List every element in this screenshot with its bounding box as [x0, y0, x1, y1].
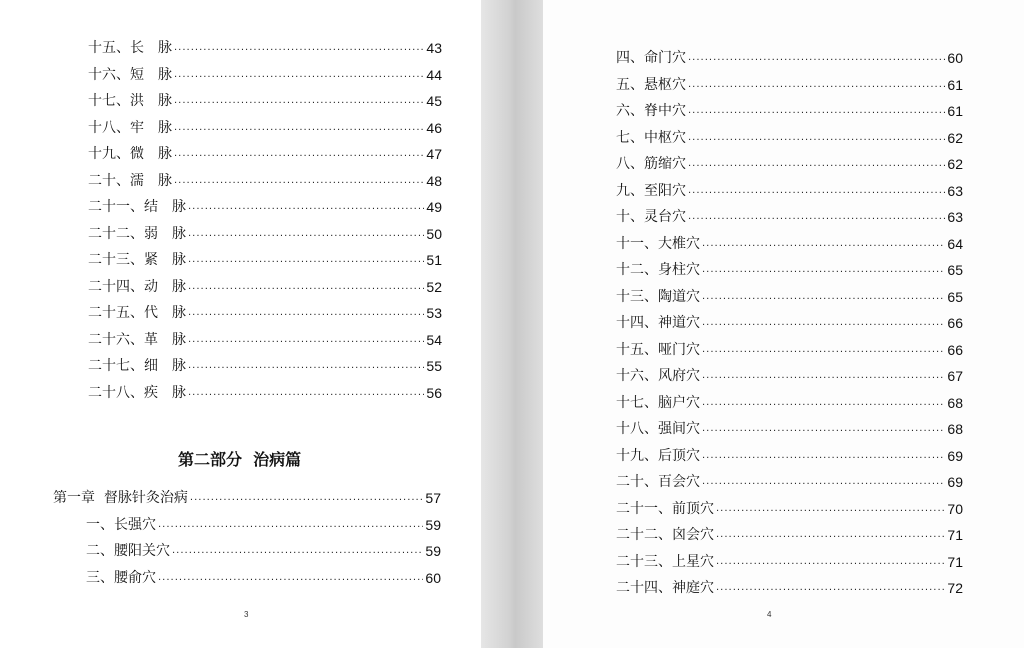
toc-entry — [616, 362, 963, 384]
toc-entry-label: 十八、强间穴 — [616, 421, 700, 437]
toc-entry — [88, 167, 442, 189]
toc-entry-page-number: 60 — [947, 50, 963, 66]
toc-entry-page-number: 49 — [426, 199, 442, 215]
toc-entry-label: 二十一、前顶穴 — [616, 500, 714, 517]
toc-dot-leader — [716, 583, 945, 593]
toc-entry-label: 五、悬枢穴 — [616, 76, 686, 93]
toc-entry-label: 八、筋缩穴 — [616, 156, 686, 172]
toc-entry — [88, 61, 442, 83]
toc-entry — [88, 87, 442, 109]
toc-entry-label: 二十六、革 脉 — [88, 331, 186, 348]
toc-dot-leader — [190, 493, 424, 503]
toc-entry-label: 十九、微 脉 — [88, 146, 172, 162]
toc-dot-leader — [174, 70, 424, 80]
toc-entry-label: 三、腰俞穴 — [86, 569, 156, 586]
toc-dot-leader — [702, 477, 945, 487]
toc-entry-label: 二十八、疾 脉 — [88, 384, 186, 401]
toc-entry-label: 十六、短 脉 — [88, 66, 172, 83]
toc-dot-leader — [702, 371, 945, 381]
toc-entry-page-number: 57 — [425, 490, 441, 506]
toc-entry-label: 十五、长 脉 — [88, 40, 172, 56]
toc-entry — [88, 326, 442, 348]
toc-entry-label: 四、命门穴 — [616, 50, 686, 66]
toc-entry-page-number: 70 — [947, 500, 963, 517]
toc-entry-page-number: 71 — [947, 527, 963, 543]
toc-entry-page-number: 53 — [426, 305, 442, 321]
toc-dot-leader — [702, 451, 945, 461]
toc-entry-page-number: 66 — [947, 315, 963, 331]
toc-entry-label: 二十三、紧 脉 — [88, 252, 186, 268]
toc-entry — [86, 511, 441, 533]
toc-entry — [616, 256, 963, 278]
toc-entry-label: 七、中枢穴 — [616, 129, 686, 146]
toc-entry-page-number: 64 — [947, 235, 963, 252]
toc-entry — [616, 97, 963, 119]
toc-dot-leader — [688, 106, 945, 116]
toc-entry-label: 二十二、弱 脉 — [88, 225, 186, 242]
toc-dot-leader — [188, 388, 424, 398]
toc-entry-page-number: 48 — [426, 172, 442, 189]
toc-entry-page-number: 60 — [425, 569, 441, 586]
toc-entry-label: 二十七、细 脉 — [88, 358, 186, 374]
toc-dot-leader — [188, 255, 424, 265]
toc-entry-page-number: 65 — [947, 288, 963, 305]
toc-dot-leader — [172, 546, 423, 556]
toc-dot-leader — [702, 239, 945, 249]
toc-dot-leader — [188, 202, 424, 212]
toc-entry-page-number: 69 — [947, 447, 963, 464]
toc-entry-page-number: 72 — [947, 580, 963, 596]
toc-entry-page-number: 71 — [947, 553, 963, 570]
toc-entry — [616, 389, 963, 411]
toc-entry-page-number: 59 — [425, 543, 441, 559]
toc-dot-leader — [688, 212, 945, 222]
toc-entry-page-number: 43 — [426, 40, 442, 56]
toc-dot-leader — [702, 318, 945, 328]
page-gutter — [481, 0, 543, 648]
toc-dot-leader — [174, 176, 424, 186]
toc-entry-label: 二十、濡 脉 — [88, 172, 172, 189]
toc-entry — [616, 521, 963, 543]
section-heading: 第二部分 治病篇 — [178, 450, 302, 469]
toc-entry-label: 十、灵台穴 — [616, 209, 686, 225]
toc-entry-label: 十六、风府穴 — [616, 368, 700, 384]
toc-entry-label: 十三、陶道穴 — [616, 288, 700, 305]
toc-entry-label: 二十三、上星穴 — [616, 553, 714, 570]
toc-entry-label: 十五、哑门穴 — [616, 341, 700, 358]
toc-entry — [616, 44, 963, 66]
toc-entry — [616, 442, 963, 464]
toc-entry-label: 十七、洪 脉 — [88, 93, 172, 109]
toc-dot-leader — [174, 149, 424, 159]
right-page — [543, 0, 1024, 648]
toc-dot-leader — [174, 43, 424, 53]
toc-entry-page-number: 46 — [426, 119, 442, 136]
toc-entry-page-number: 61 — [947, 103, 963, 119]
toc-entry-page-number: 63 — [947, 209, 963, 225]
toc-entry-page-number: 69 — [947, 474, 963, 490]
toc-dot-leader — [716, 504, 945, 514]
toc-entry-page-number: 51 — [426, 252, 442, 268]
toc-entry — [88, 273, 442, 295]
toc-entry-label: 二十、百会穴 — [616, 474, 700, 490]
toc-dot-leader — [188, 229, 424, 239]
toc-dot-leader — [174, 96, 424, 106]
toc-entry-page-number: 47 — [426, 146, 442, 162]
toc-entry — [616, 71, 963, 93]
toc-entry-label: 第一章 督脉针灸治病 — [53, 490, 188, 506]
toc-entry-label: 九、至阳穴 — [616, 182, 686, 199]
toc-entry — [88, 140, 442, 162]
toc-entry — [616, 309, 963, 331]
toc-entry — [86, 564, 441, 586]
toc-entry-page-number: 62 — [947, 156, 963, 172]
toc-entry — [88, 379, 442, 401]
toc-entry — [88, 34, 442, 56]
toc-entry — [616, 283, 963, 305]
toc-dot-leader — [702, 424, 945, 434]
toc-entry-page-number: 68 — [947, 394, 963, 411]
toc-dot-leader — [688, 186, 945, 196]
toc-entry-label: 十七、脑户穴 — [616, 394, 700, 411]
toc-dot-leader — [158, 573, 423, 583]
page-number-right: 4 — [767, 610, 772, 619]
toc-dot-leader — [688, 133, 945, 143]
toc-entry — [616, 468, 963, 490]
toc-entry-page-number: 61 — [947, 76, 963, 93]
toc-entry-page-number: 55 — [426, 358, 442, 374]
toc-entry-label: 二十一、结 脉 — [88, 199, 186, 215]
toc-entry-page-number: 66 — [947, 341, 963, 358]
toc-dot-leader — [702, 265, 945, 275]
toc-entry-label: 二十二、囟会穴 — [616, 527, 714, 543]
toc-entry-page-number: 44 — [426, 66, 442, 83]
toc-entry-label: 十八、牢 脉 — [88, 119, 172, 136]
toc-dot-leader — [688, 80, 945, 90]
toc-entry-page-number: 54 — [426, 331, 442, 348]
toc-entry-label: 十二、身柱穴 — [616, 262, 700, 278]
toc-dot-leader — [702, 345, 945, 355]
toc-entry-label: 十一、大椎穴 — [616, 235, 700, 252]
toc-entry-page-number: 56 — [426, 384, 442, 401]
toc-dot-leader — [688, 159, 945, 169]
toc-entry-page-number: 59 — [425, 516, 441, 533]
toc-entry-label: 二十四、动 脉 — [88, 278, 186, 295]
toc-entry — [88, 114, 442, 136]
toc-entry-page-number: 63 — [947, 182, 963, 199]
toc-entry-label: 二十四、神庭穴 — [616, 580, 714, 596]
toc-entry-page-number: 67 — [947, 368, 963, 384]
toc-entry — [88, 193, 442, 215]
toc-entry — [86, 537, 441, 559]
toc-dot-leader — [688, 53, 945, 63]
toc-entry — [616, 230, 963, 252]
toc-entry — [616, 415, 963, 437]
toc-entry — [616, 336, 963, 358]
toc-entry-page-number: 52 — [426, 278, 442, 295]
toc-dot-leader — [702, 292, 945, 302]
toc-entry — [616, 177, 963, 199]
toc-entry — [616, 124, 963, 146]
toc-entry-page-number: 50 — [426, 225, 442, 242]
toc-entry — [88, 246, 442, 268]
toc-dot-leader — [174, 123, 424, 133]
toc-entry-page-number: 65 — [947, 262, 963, 278]
toc-entry — [616, 574, 963, 596]
page-number-left: 3 — [244, 610, 249, 619]
toc-entry-label: 二十五、代 脉 — [88, 305, 186, 321]
toc-entry — [616, 495, 963, 517]
toc-entry — [616, 203, 963, 225]
toc-dot-leader — [188, 308, 424, 318]
toc-entry — [88, 220, 442, 242]
toc-entry-page-number: 68 — [947, 421, 963, 437]
toc-dot-leader — [188, 335, 424, 345]
toc-entry — [616, 150, 963, 172]
toc-entry-label: 六、脊中穴 — [616, 103, 686, 119]
toc-dot-leader — [716, 530, 945, 540]
toc-entry — [88, 352, 442, 374]
left-page — [0, 0, 481, 648]
toc-dot-leader — [702, 398, 945, 408]
toc-entry — [616, 548, 963, 570]
toc-entry-page-number: 45 — [426, 93, 442, 109]
toc-dot-leader — [188, 361, 424, 371]
toc-entry — [53, 484, 441, 506]
toc-dot-leader — [158, 520, 423, 530]
toc-entry-label: 十九、后顶穴 — [616, 447, 700, 464]
toc-dot-leader — [716, 557, 945, 567]
toc-entry — [88, 299, 442, 321]
toc-entry-label: 一、长强穴 — [86, 516, 156, 533]
toc-entry-page-number: 62 — [947, 129, 963, 146]
toc-entry-label: 二、腰阳关穴 — [86, 543, 170, 559]
toc-entry-label: 十四、神道穴 — [616, 315, 700, 331]
toc-dot-leader — [188, 282, 424, 292]
